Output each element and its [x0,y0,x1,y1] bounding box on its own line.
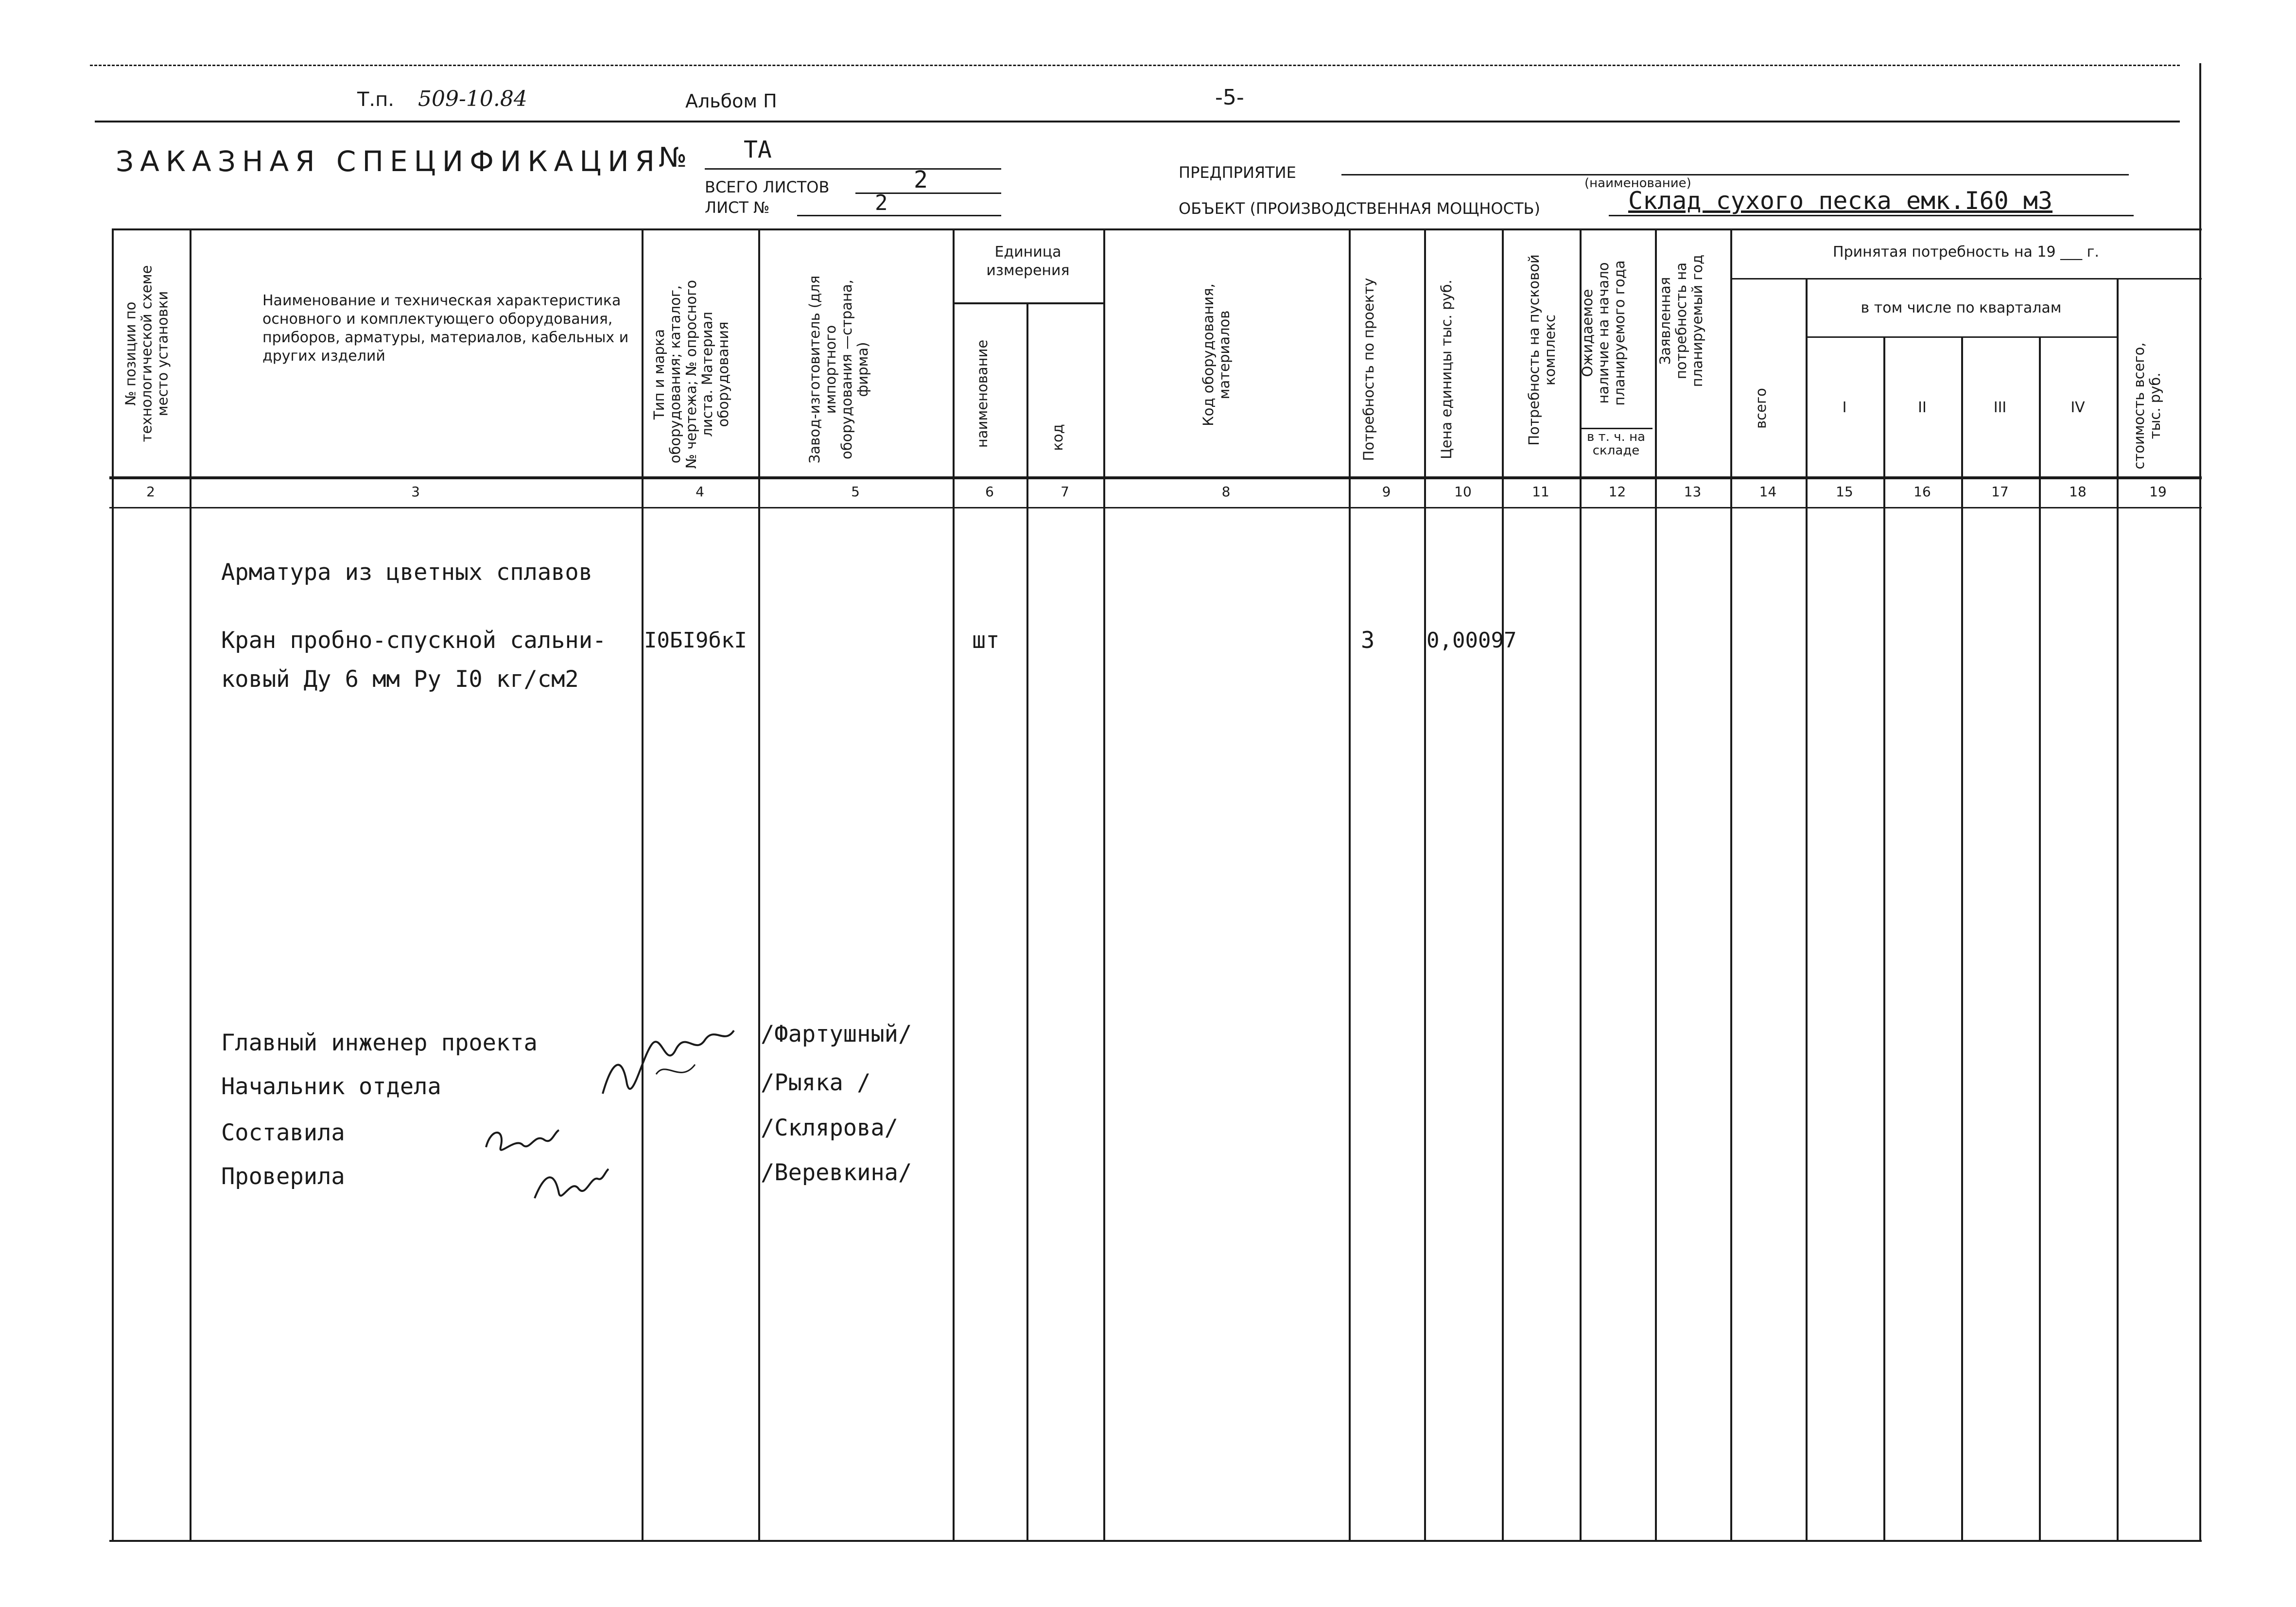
col-border-5-6 [953,228,955,1541]
item-price: 0,00097 [1426,628,1517,653]
signature-role-department-head: Начальник отдела [221,1073,441,1100]
signature-name-compiled-by: /Склярова/ [761,1115,898,1141]
colnum-7: 7 [1061,484,1069,500]
album-label: Альбом П [685,90,777,112]
item-quantity: 3 [1361,627,1375,654]
col-border-3-4 [642,228,644,1541]
header-col-12-stock: в т. ч. на складе [1586,430,1646,458]
number-underline [705,168,1001,170]
header-col-12: Ожидаемое наличие на начало планируемого года [1579,260,1628,406]
table-top-border [112,228,2202,230]
sheet-label: ЛИСТ № [705,198,770,217]
number-label: № [659,142,687,174]
page-number: -5- [1215,85,1244,110]
object-value: Склад сухого песка емк.I60 м3 [1628,187,2052,215]
colnum-12: 12 [1608,484,1626,500]
header-col-9: Потребность по проекту [1360,278,1377,461]
col-border-2-3 [190,228,191,1541]
header-col-8: Код оборудования, материалов [1200,283,1233,426]
header-accepted: Принятая потребность на 19 ___ г. [1833,244,2099,261]
item-description-line1: Кран пробно-спускной сальни- [221,627,607,654]
number-value: ТА [744,136,772,163]
col-border-12-13 [1655,228,1657,1541]
item-unit: шт [972,627,1000,654]
handwritten-signature-compiled-by [476,1118,564,1162]
document-title: ЗАКАЗНАЯ СПЕЦИФИКАЦИЯ [116,145,661,178]
colnum-4: 4 [696,484,704,500]
handwritten-signature-chief-engineer [583,1001,744,1113]
accepted-divider [1730,278,2202,279]
header-col-16: II [1918,399,1927,416]
col-border-8-9 [1349,228,1351,1541]
header-col-14: всего [1753,388,1769,429]
header-col-10: Цена единицы тыс. руб. [1438,279,1455,459]
object-underline [1609,215,2134,216]
header-col-19: стоимость всего, тыс. руб. [2131,342,2163,470]
total-sheets-value: 2 [914,166,928,193]
header-rule [95,121,2180,122]
col-border-14-15 [1806,278,1808,1541]
colnum-19: 19 [2149,484,2167,500]
colnum-3: 3 [411,484,420,500]
col-border-15-16 [1883,336,1885,1541]
col-border-left [112,228,114,1541]
naming-note: (наименование) [1584,176,1691,191]
colnum-2: 2 [146,484,155,500]
tp-label: Т.п. [357,88,395,111]
col-border-11-12 [1580,228,1582,1541]
header-col-18: IV [2070,399,2085,416]
signature-name-chief-engineer: /Фартушный/ [761,1021,912,1048]
sheet-underline [797,215,1001,216]
top-margin-line [90,65,2180,66]
colnum-10: 10 [1454,484,1472,500]
col-border-16-17 [1961,336,1963,1541]
col-border-18-19 [2117,278,2119,1541]
item-description-line2: ковый Ду 6 мм Ру I0 кг/см2 [221,666,579,693]
colnum-13: 13 [1684,484,1702,500]
header-col-15: I [1842,399,1847,416]
tp-value: 509-10.84 [418,87,527,111]
signature-role-compiled-by: Составила [221,1119,345,1146]
colnum-8: 8 [1221,484,1231,500]
col-border-4-5 [758,228,760,1541]
col-border-10-11 [1502,228,1504,1541]
colnum-14: 14 [1759,484,1777,500]
signature-name-department-head: /Рыяка / [761,1069,871,1096]
header-col-17: III [1993,399,2007,416]
header-col-11: Потребность на пусковой комплекс [1526,254,1558,446]
header-col-13: Заявленная потребность на планируемый год [1657,254,1705,387]
signature-role-checked-by: Проверила [221,1163,345,1190]
header-bottom-border [109,476,2202,479]
handwritten-signature-checked-by [525,1159,612,1208]
colnum-15: 15 [1836,484,1853,500]
colnum-6: 6 [985,484,994,500]
item-type: I0БI9бкI [644,628,747,653]
enterprise-label: ПРЕДПРИЯТИЕ [1179,163,1296,182]
header-unit-group: Единица измерения [986,244,1070,279]
enterprise-underline [1341,174,2129,175]
header-col-2: № позиции по технологической схеме место установки [122,265,171,442]
header-col-5: Завод-изготовитель (для импортного оборудования —страна, фирма) [806,275,871,464]
column-numbers-bottom-border [109,507,2202,508]
col-border-right [2199,63,2201,1541]
stock-divider [1580,428,1652,429]
header-quarters: в том числе по кварталам [1861,299,2062,316]
header-col-6: наименование [974,339,991,448]
total-sheets-label: ВСЕГО ЛИСТОВ [705,178,830,196]
col-border-9-10 [1424,228,1426,1541]
colnum-9: 9 [1382,484,1391,500]
col-border-7-8 [1103,228,1105,1541]
section-title: Арматура из цветных сплавов [221,559,593,586]
colnum-11: 11 [1532,484,1549,500]
header-col-3: Наименование и техническая характеристика основного и комплектующего оборудования, приборов, арматуры, материалов, кабельных и других изделий [262,292,629,365]
header-col-7: код [1049,424,1066,451]
object-label: ОБЪЕКТ (ПРОИЗВОДСТВЕННАЯ МОЩНОСТЬ) [1179,199,1540,218]
col-border-17-18 [2039,336,2041,1541]
sheet-value: 2 [875,191,888,215]
colnum-16: 16 [1913,484,1931,500]
col-border-13-14 [1730,228,1732,1541]
colnum-17: 17 [1991,484,2009,500]
signature-name-checked-by: /Веревкина/ [761,1159,912,1186]
header-col-4: Тип и марка оборудования; каталог, № чертежа; № опросного листа. Материал оборудования [651,279,731,469]
colnum-18: 18 [2069,484,2087,500]
table-bottom-border [109,1540,2202,1542]
signature-role-chief-engineer: Главный инженер проекта [221,1030,538,1056]
colnum-5: 5 [851,484,860,500]
